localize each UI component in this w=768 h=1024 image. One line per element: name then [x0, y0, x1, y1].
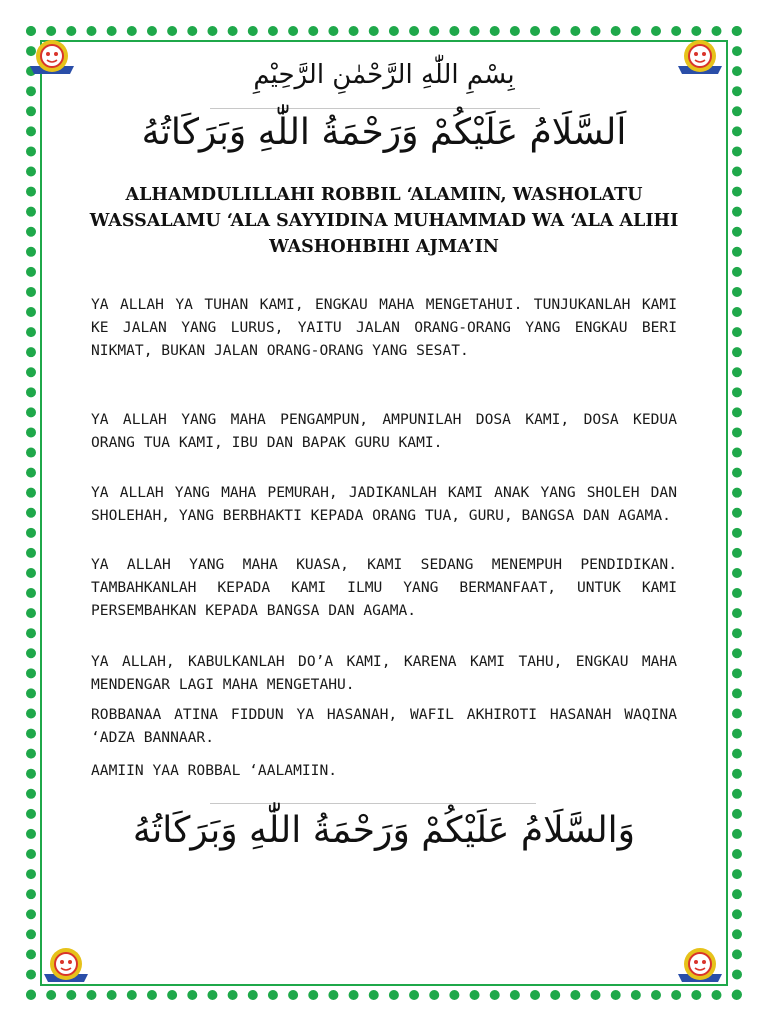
- prayer-paragraph: YA ALLAH YANG MAHA PENGAMPUN, AMPUNILAH DOSA KAMI, DOSA KEDUA ORANG TUA KAMI, IBU DAN BAPAK GURU KAMI.: [91, 411, 677, 451]
- divider-line: [210, 108, 540, 109]
- salam-closing-calligraphy: وَالسَّلَامُ عَلَيْكُمْ وَرَحْمَةُ اللّٰهِ وَبَرَكَاتُهُ: [132, 810, 636, 851]
- prayer-paragraph: YA ALLAH YANG MAHA KUASA, KAMI SEDANG MENEMPUH PENDIDIKAN. TAMBAHKANLAH KEPADA KAMI ILMU YANG BERMANFAAT, UNTUK KAMI PERSEMBAHKAN KEPADA BANGSA DAN AGAMA.: [91, 556, 677, 619]
- school-emblem-icon: [674, 940, 726, 992]
- prayer-paragraph: AAMIIN YAA ROBBAL ‘AALAMIIN.: [91, 762, 338, 779]
- prayer-paragraph: YA ALLAH YA TUHAN KAMI, ENGKAU MAHA MENGETAHUI. TUNJUKANLAH KAMI KE JALAN YANG LURUS, YAITU JALAN ORANG-ORANG YANG ENGKAU BERI NIKMAT, BUKAN JALAN ORANG-ORANG YANG SESAT.: [91, 296, 677, 359]
- page-title: ALHAMDULILLAHI ROBBIL ‘ALAMIIN, WASHOLATU WASSALAMU ‘ALA SAYYIDINA MUHAMMAD WA ‘ALA ALIHI WASHOHBIHI AJMA’IN: [89, 185, 679, 257]
- prayer-paragraph: ROBBANAA ATINA FIDDUN YA HASANAH, WAFIL AKHIROTI HASANAH WAQINA ‘ADZA BANNAAR.: [91, 706, 677, 746]
- basmalah-calligraphy: بِسْمِ اللّٰهِ الرَّحْمٰنِ الرَّحِيْمِ: [253, 60, 515, 90]
- school-emblem-icon: [40, 940, 92, 992]
- prayer-paragraph: YA ALLAH YANG MAHA PEMURAH, JADIKANLAH KAMI ANAK YANG SHOLEH DAN SHOLEHAH, YANG BERBHAKTI KEPADA ORANG TUA, GURU, BANGSA DAN AGAMA.: [91, 484, 677, 524]
- salam-opening-calligraphy: اَلسَّلَامُ عَلَيْكُمْ وَرَحْمَةُ اللّٰهِ وَبَرَكَاتُهُ: [141, 112, 627, 153]
- divider-line: [210, 803, 536, 804]
- prayer-paragraph: YA ALLAH, KABULKANLAH DO’A KAMI, KARENA KAMI TAHU, ENGKAU MAHA MENDENGAR LAGI MAHA MENGETAHU.: [91, 653, 677, 693]
